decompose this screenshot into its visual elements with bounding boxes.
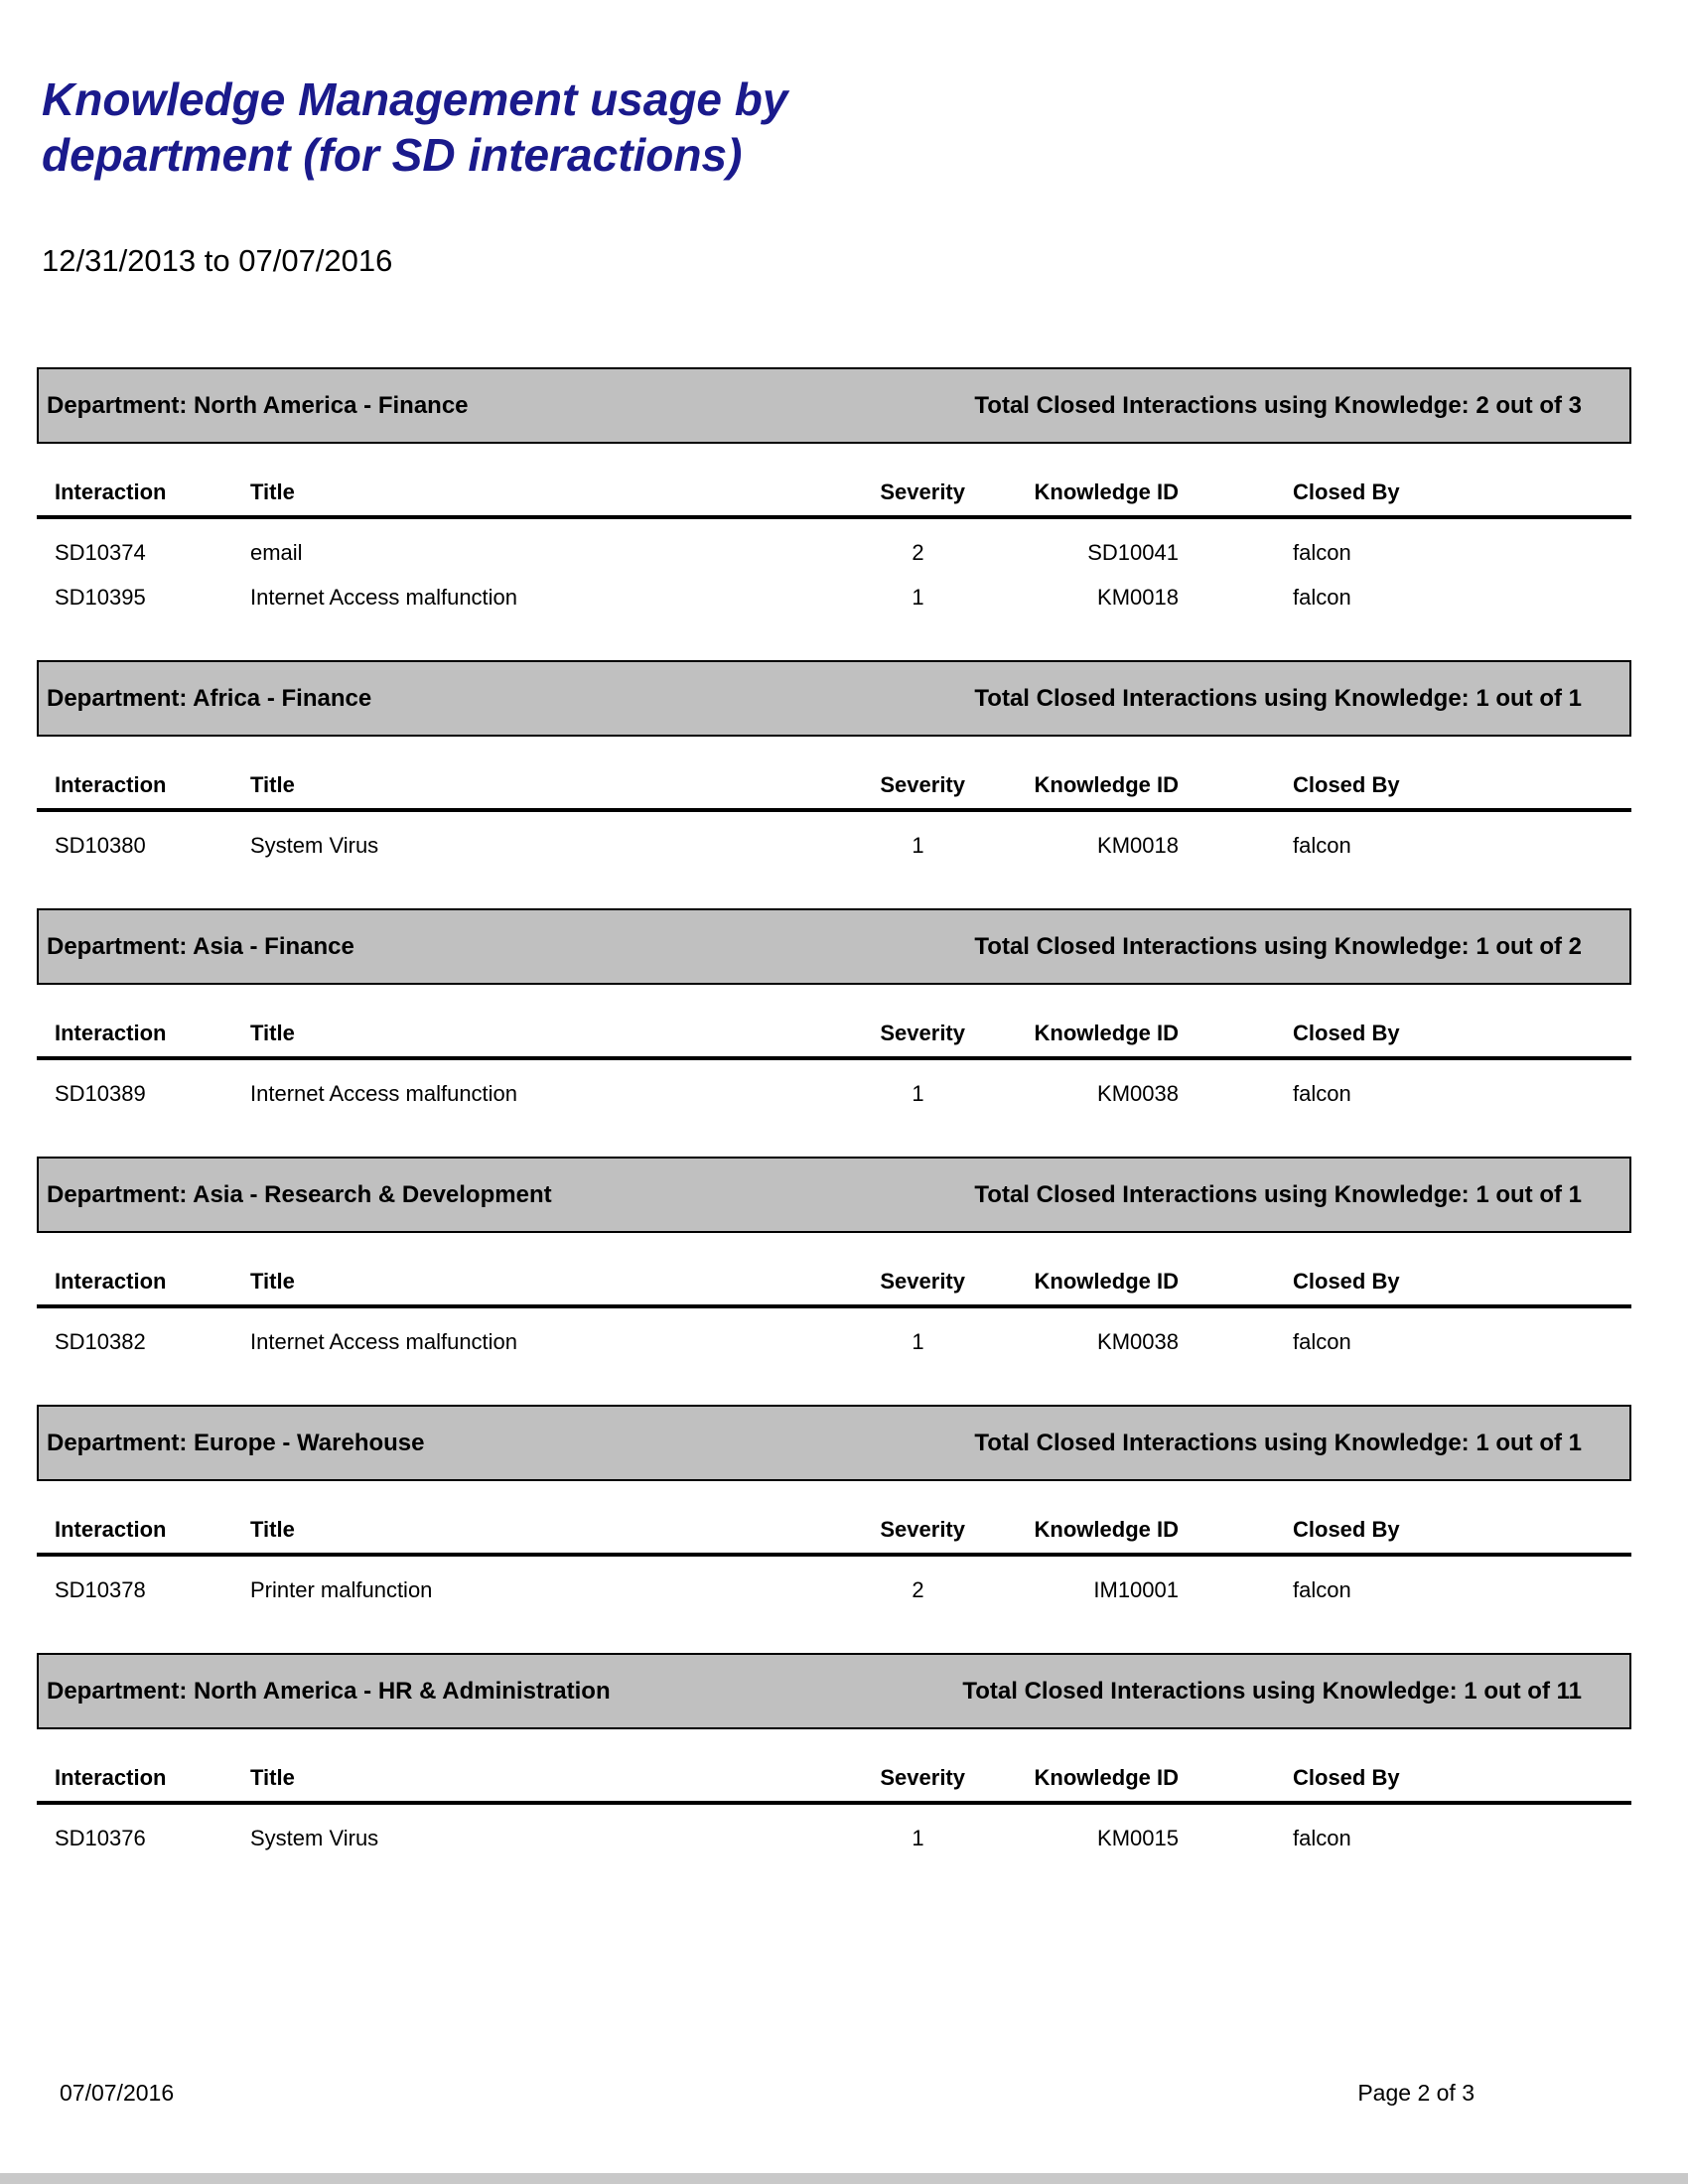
table-header-row	[37, 1765, 1631, 1803]
cell-title: System Virus	[250, 1826, 379, 1850]
column-header-severity: Severity	[871, 1269, 965, 1306]
department-label: Department: North America - HR & Administration	[47, 1678, 611, 1705]
interactions-table	[37, 1021, 1631, 1105]
table-row	[37, 1058, 1631, 1105]
cell-knowledge-id: KM0038	[1097, 1329, 1179, 1354]
column-header-severity: Severity	[871, 479, 965, 517]
cell-interaction: SD10389	[55, 1081, 146, 1106]
department-section	[37, 1405, 1631, 1601]
column-header-severity: Severity	[871, 1021, 965, 1058]
interactions-table	[37, 1517, 1631, 1601]
cell-title: Internet Access malfunction	[250, 1081, 518, 1106]
cell-closed-by: falcon	[1293, 1577, 1351, 1602]
cell-severity: 1	[912, 1329, 924, 1354]
department-section	[37, 367, 1631, 609]
cell-interaction: SD10378	[55, 1577, 146, 1602]
report-title-line2: department (for SD interactions)	[42, 129, 743, 181]
column-header-title: Title	[250, 772, 871, 810]
report-title	[42, 71, 1688, 183]
cell-closed-by: falcon	[1293, 1329, 1351, 1354]
column-header-title: Title	[250, 1269, 871, 1306]
column-header-interaction: Interaction	[37, 1517, 250, 1555]
cell-title: email	[250, 540, 303, 565]
table-header-row	[37, 1021, 1631, 1058]
table-row	[37, 810, 1631, 857]
footer-page-number: Page 2 of 3	[1357, 2080, 1475, 2106]
table-header-row	[37, 1269, 1631, 1306]
cell-knowledge-id: KM0018	[1097, 585, 1179, 610]
section-header-bar	[37, 367, 1631, 444]
section-header-bar	[37, 1157, 1631, 1233]
column-header-closed-by: Closed By	[1179, 772, 1631, 810]
department-section	[37, 1653, 1631, 1849]
cell-knowledge-id: KM0015	[1097, 1826, 1179, 1850]
total-closed-interactions-label: Total Closed Interactions using Knowledge: 1 out of 2	[974, 933, 1582, 960]
department-label: Department: Asia - Finance	[47, 933, 354, 960]
department-label: Department: Asia - Research & Development	[47, 1181, 552, 1208]
total-closed-interactions-label: Total Closed Interactions using Knowledge: 1 out of 1	[974, 685, 1582, 712]
cell-title: System Virus	[250, 833, 379, 858]
interactions-table	[37, 1765, 1631, 1849]
page-footer	[0, 2080, 1688, 2107]
cell-closed-by: falcon	[1293, 833, 1351, 858]
column-header-knowledge-id: Knowledge ID	[965, 1517, 1179, 1555]
section-header-bar	[37, 660, 1631, 737]
total-closed-interactions-label: Total Closed Interactions using Knowledge: 1 out of 1	[974, 1181, 1582, 1208]
table-row	[37, 517, 1631, 564]
interactions-table	[37, 479, 1631, 609]
footer-date: 07/07/2016	[60, 2080, 175, 2106]
column-header-knowledge-id: Knowledge ID	[965, 1021, 1179, 1058]
cell-knowledge-id: SD10041	[1087, 540, 1179, 565]
column-header-interaction: Interaction	[37, 479, 250, 517]
cell-knowledge-id: IM10001	[1093, 1577, 1179, 1602]
total-closed-interactions-label: Total Closed Interactions using Knowledge: 2 out of 3	[974, 392, 1582, 419]
interactions-table	[37, 772, 1631, 857]
table-row	[37, 1803, 1631, 1849]
section-header-bar	[37, 908, 1631, 985]
table-header-row	[37, 772, 1631, 810]
cell-interaction: SD10374	[55, 540, 146, 565]
cell-closed-by: falcon	[1293, 1081, 1351, 1106]
table-header-row	[37, 1517, 1631, 1555]
cell-interaction: SD10395	[55, 585, 146, 610]
cell-severity: 1	[912, 585, 924, 610]
cell-knowledge-id: KM0018	[1097, 833, 1179, 858]
column-header-title: Title	[250, 1765, 871, 1803]
table-row	[37, 1306, 1631, 1353]
date-range: 12/31/2013 to 07/07/2016	[42, 243, 393, 278]
column-header-title: Title	[250, 1517, 871, 1555]
table-header-row	[37, 479, 1631, 517]
column-header-severity: Severity	[871, 772, 965, 810]
cell-interaction: SD10380	[55, 833, 146, 858]
table-body	[37, 810, 1631, 857]
report-title-line1: Knowledge Management usage by	[42, 73, 788, 125]
column-header-closed-by: Closed By	[1179, 1269, 1631, 1306]
cell-interaction: SD10382	[55, 1329, 146, 1354]
cell-knowledge-id: KM0038	[1097, 1081, 1179, 1106]
department-label: Department: Europe - Warehouse	[47, 1430, 425, 1456]
column-header-closed-by: Closed By	[1179, 1765, 1631, 1803]
cell-interaction: SD10376	[55, 1826, 146, 1850]
cell-closed-by: falcon	[1293, 1826, 1351, 1850]
cell-severity: 2	[912, 540, 924, 565]
cell-title: Internet Access malfunction	[250, 1329, 518, 1354]
table-body	[37, 517, 1631, 609]
table-body	[37, 1555, 1631, 1601]
column-header-severity: Severity	[871, 1765, 965, 1803]
department-label: Department: North America - Finance	[47, 392, 469, 419]
table-row	[37, 1555, 1631, 1601]
column-header-knowledge-id: Knowledge ID	[965, 1269, 1179, 1306]
column-header-closed-by: Closed By	[1179, 1517, 1631, 1555]
column-header-closed-by: Closed By	[1179, 479, 1631, 517]
column-header-closed-by: Closed By	[1179, 1021, 1631, 1058]
page-bottom-edge	[0, 2173, 1688, 2184]
total-closed-interactions-label: Total Closed Interactions using Knowledge: 1 out of 11	[962, 1678, 1582, 1705]
interactions-table	[37, 1269, 1631, 1353]
department-section	[37, 908, 1631, 1105]
department-label: Department: Africa - Finance	[47, 685, 372, 712]
cell-severity: 1	[912, 1081, 924, 1106]
cell-title: Printer malfunction	[250, 1577, 433, 1602]
column-header-title: Title	[250, 479, 871, 517]
sections	[37, 367, 1631, 1849]
column-header-knowledge-id: Knowledge ID	[965, 1765, 1179, 1803]
cell-severity: 2	[912, 1577, 924, 1602]
cell-title: Internet Access malfunction	[250, 585, 518, 610]
column-header-interaction: Interaction	[37, 1021, 250, 1058]
cell-severity: 1	[912, 1826, 924, 1850]
cell-closed-by: falcon	[1293, 540, 1351, 565]
section-header-bar	[37, 1653, 1631, 1729]
cell-closed-by: falcon	[1293, 585, 1351, 610]
total-closed-interactions-label: Total Closed Interactions using Knowledge: 1 out of 1	[974, 1430, 1582, 1456]
column-header-severity: Severity	[871, 1517, 965, 1555]
department-section	[37, 1157, 1631, 1353]
column-header-knowledge-id: Knowledge ID	[965, 772, 1179, 810]
table-body	[37, 1058, 1631, 1105]
table-row	[37, 564, 1631, 609]
department-section	[37, 660, 1631, 857]
column-header-interaction: Interaction	[37, 772, 250, 810]
column-header-interaction: Interaction	[37, 1765, 250, 1803]
table-body	[37, 1306, 1631, 1353]
column-header-knowledge-id: Knowledge ID	[965, 479, 1179, 517]
column-header-title: Title	[250, 1021, 871, 1058]
table-body	[37, 1803, 1631, 1849]
cell-severity: 1	[912, 833, 924, 858]
section-header-bar	[37, 1405, 1631, 1481]
column-header-interaction: Interaction	[37, 1269, 250, 1306]
